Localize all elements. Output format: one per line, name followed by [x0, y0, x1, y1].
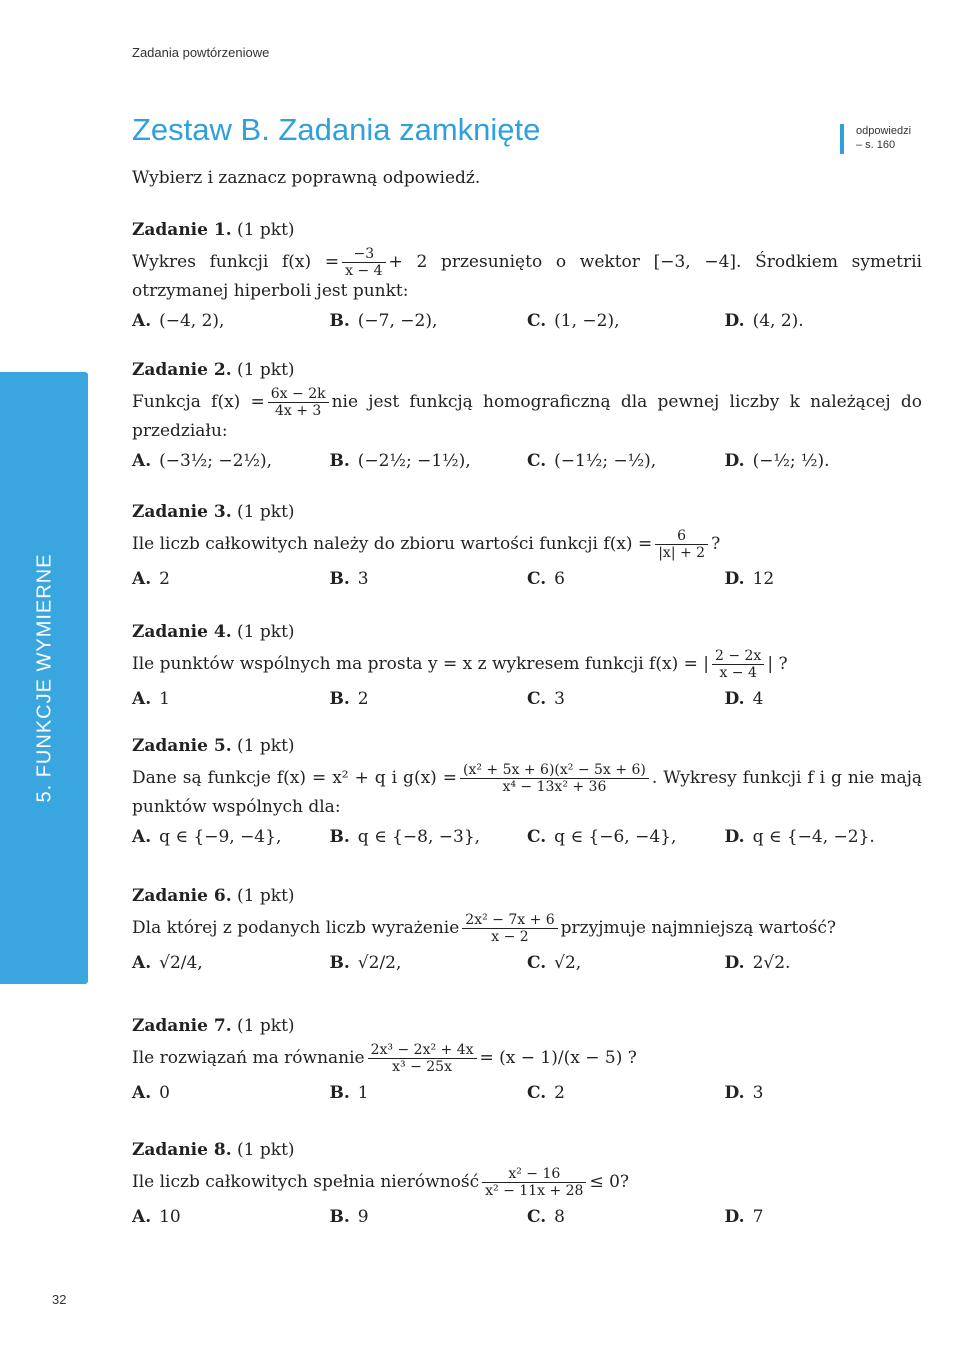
option-letter: D. [724, 953, 745, 973]
answer-option[interactable] [330, 1081, 528, 1105]
option-text: 0 [159, 1083, 170, 1103]
answer-option[interactable] [330, 567, 528, 591]
task-number: Zadanie 4. [132, 622, 232, 642]
question-text-end: przyjmuje najmniejszą wartość? [560, 918, 836, 938]
option-letter: A. [132, 689, 152, 709]
question-text: Ile punktów wspólnych ma prosta y = x z wykresem funkcji f(x) = | [132, 654, 709, 674]
answers-reference-line1: odpowiedzi [856, 125, 912, 137]
option-text: 1 [357, 1083, 369, 1103]
answer-option[interactable] [725, 567, 923, 591]
task-heading [132, 734, 922, 758]
option-text: √2/2, [357, 953, 402, 973]
question-text: Ile liczb całkowitych należy do zbioru wartości funkcji f(x) = [132, 534, 653, 554]
answer-option[interactable] [330, 825, 528, 849]
option-text: 2 [554, 1083, 565, 1103]
task-points: (1 pkt) [237, 622, 295, 642]
option-text: 1 [159, 689, 170, 709]
option-letter: C. [527, 827, 547, 847]
answer-option[interactable] [725, 687, 923, 711]
option-text: (−3½; −2½), [159, 451, 272, 471]
task-question [132, 1166, 922, 1199]
fraction-numerator: 6 [655, 528, 708, 545]
task-number: Zadanie 5. [132, 736, 232, 756]
option-letter: D. [724, 569, 745, 589]
question-text: Dla której z podanych liczb wyrażenie [132, 918, 460, 938]
option-text: q ∈ {−9, −4}, [159, 827, 282, 847]
option-text: (4, 2). [752, 311, 804, 331]
task-heading [132, 358, 922, 382]
option-letter: A. [132, 827, 152, 847]
option-text: (−1½; −½), [554, 451, 657, 471]
option-text: (−2½; −1½), [357, 451, 471, 471]
answer-options [132, 567, 922, 591]
task-question [132, 246, 922, 303]
task-number: Zadanie 8. [132, 1140, 232, 1160]
answer-options [132, 449, 922, 473]
option-text: 2√2. [752, 953, 791, 973]
task-question [132, 1042, 922, 1075]
task-points: (1 pkt) [237, 360, 295, 380]
option-letter: C. [527, 569, 547, 589]
question-text-end: | ? [767, 654, 788, 674]
task-question [132, 386, 922, 443]
option-text: q ∈ {−6, −4}, [554, 827, 677, 847]
task-points: (1 pkt) [237, 886, 295, 906]
task-points: (1 pkt) [237, 736, 295, 756]
question-text-end: nie jest funkcją homograficzną dla pewnej liczby k należącej do przedziału: [132, 392, 922, 441]
question-text-end: = (x − 1)/(x − 5) ? [479, 1048, 637, 1068]
answers-reference-bar [840, 124, 844, 154]
fraction-denominator: x³ − 25x [392, 1059, 452, 1075]
fraction-numerator: (x² + 5x + 6)(x² − 5x + 6) [460, 762, 649, 779]
task-heading [132, 1014, 922, 1038]
answer-option[interactable] [725, 1205, 923, 1229]
fraction-denominator: |x| + 2 [658, 545, 706, 561]
running-header: Zadania powtórzeniowe [132, 45, 270, 60]
answer-option[interactable] [132, 687, 330, 711]
option-text: 2 [357, 689, 369, 709]
question-text-end: . Wykresy funkcji f i g nie mają punktów wspólnych dla: [132, 768, 922, 817]
answer-option[interactable] [527, 1205, 725, 1229]
answer-option[interactable] [527, 825, 725, 849]
option-letter: C. [527, 451, 547, 471]
answer-option[interactable] [330, 1205, 528, 1229]
task-5 [132, 734, 922, 849]
task-6 [132, 884, 922, 975]
answer-option[interactable] [132, 567, 330, 591]
task-heading [132, 884, 922, 908]
option-letter: C. [527, 953, 547, 973]
option-letter: D. [724, 1207, 745, 1227]
option-text: 8 [554, 1207, 565, 1227]
answer-options [132, 1081, 922, 1105]
fraction [368, 1042, 477, 1075]
fraction [462, 912, 557, 945]
option-letter: D. [724, 689, 745, 709]
fraction-numerator: 2x² − 7x + 6 [462, 912, 557, 929]
answer-option[interactable] [330, 951, 528, 975]
task-points: (1 pkt) [237, 1016, 295, 1036]
option-text: 3 [752, 1083, 764, 1103]
option-letter: C. [527, 1083, 547, 1103]
option-text: √2/4, [159, 953, 203, 973]
task-points: (1 pkt) [237, 1140, 295, 1160]
option-letter: A. [132, 1207, 152, 1227]
task-heading [132, 218, 922, 242]
chapter-side-tab-label: 5. FUNKCJE WYMIERNE [33, 553, 56, 803]
option-letter: B. [329, 451, 350, 471]
answer-option[interactable] [132, 1081, 330, 1105]
option-text: √2, [554, 953, 582, 973]
answers-reference-line2: – s. 160 [856, 139, 896, 151]
option-letter: A. [132, 953, 152, 973]
option-text: q ∈ {−4, −2}. [752, 827, 875, 847]
fraction-denominator: x⁴ − 13x² + 36 [502, 779, 607, 795]
fraction [342, 246, 385, 279]
fraction-numerator: 2 − 2x [712, 648, 764, 665]
answer-option[interactable] [527, 309, 725, 333]
option-text: 10 [159, 1207, 181, 1227]
task-1 [132, 218, 922, 333]
instructions: Wybierz i zaznacz poprawną odpowiedź. [132, 168, 481, 188]
option-text: (−½; ½). [752, 451, 830, 471]
option-letter: B. [329, 689, 350, 709]
fraction [268, 386, 329, 419]
task-heading [132, 620, 922, 644]
answer-options [132, 1205, 922, 1229]
page-title: Zestaw B. Zadania zamknięte [132, 112, 541, 147]
answer-option[interactable] [527, 1081, 725, 1105]
task-number: Zadanie 1. [132, 220, 232, 240]
option-letter: B. [329, 311, 350, 331]
answer-option[interactable] [725, 951, 923, 975]
question-text-end: ≤ 0? [589, 1172, 630, 1192]
task-2 [132, 358, 922, 473]
task-heading [132, 500, 922, 524]
task-7 [132, 1014, 922, 1105]
option-text: 4 [752, 689, 764, 709]
page-number: 32 [52, 1292, 67, 1307]
task-number: Zadanie 6. [132, 886, 232, 906]
answer-option[interactable] [527, 449, 725, 473]
fraction-numerator: 2x³ − 2x² + 4x [368, 1042, 477, 1059]
answer-option[interactable] [725, 309, 923, 333]
question-text-end: ? [711, 534, 721, 554]
option-text: 3 [357, 569, 369, 589]
task-number: Zadanie 3. [132, 502, 232, 522]
answers-reference [842, 124, 911, 152]
fraction-numerator: x² − 16 [482, 1166, 586, 1183]
answer-option[interactable] [527, 951, 725, 975]
option-text: 3 [554, 689, 565, 709]
answer-option[interactable] [725, 449, 923, 473]
option-letter: D. [724, 1083, 745, 1103]
task-question [132, 528, 922, 561]
option-text: 9 [357, 1207, 369, 1227]
option-letter: D. [724, 827, 745, 847]
option-letter: A. [132, 451, 152, 471]
task-number: Zadanie 7. [132, 1016, 232, 1036]
option-letter: D. [724, 311, 745, 331]
option-letter: A. [132, 569, 152, 589]
fraction-numerator: −3 [342, 246, 385, 263]
answer-option[interactable] [132, 449, 330, 473]
fraction-denominator: x − 4 [719, 665, 757, 681]
answer-option[interactable] [527, 567, 725, 591]
option-letter: D. [724, 451, 745, 471]
question-text: Wykres funkcji f(x) = [132, 252, 340, 272]
question-text: Ile rozwiązań ma równanie [132, 1048, 365, 1068]
fraction [460, 762, 649, 795]
fraction-denominator: x² − 11x + 28 [485, 1183, 584, 1199]
task-points: (1 pkt) [237, 220, 295, 240]
answer-options [132, 687, 922, 711]
option-text: 12 [752, 569, 775, 589]
question-text: Dane są funkcje f(x) = x² + q i g(x) = [132, 768, 458, 788]
task-question [132, 648, 922, 681]
option-letter: B. [329, 827, 350, 847]
option-letter: B. [329, 1083, 350, 1103]
task-question [132, 762, 922, 819]
answer-option[interactable] [330, 309, 528, 333]
option-letter: B. [329, 569, 350, 589]
option-text: (1, −2), [554, 311, 620, 331]
answer-option[interactable] [330, 687, 528, 711]
option-letter: A. [132, 311, 152, 331]
option-text: 2 [159, 569, 170, 589]
question-text: Funkcja f(x) = [132, 392, 265, 412]
answer-option[interactable] [132, 309, 330, 333]
question-text-end: + 2 przesunięto o wektor [−3, −4]. Środkiem symetrii otrzymanej hiperboli jest punkt: [132, 252, 922, 301]
answer-options [132, 825, 922, 849]
answer-option[interactable] [132, 1205, 330, 1229]
task-8 [132, 1138, 922, 1229]
fraction [482, 1166, 586, 1199]
fraction-numerator: 6x − 2k [268, 386, 329, 403]
answer-options [132, 951, 922, 975]
option-letter: A. [132, 1083, 152, 1103]
option-letter: B. [329, 953, 350, 973]
option-text: 6 [554, 569, 565, 589]
answer-option[interactable] [132, 951, 330, 975]
answer-options [132, 309, 922, 333]
task-question [132, 912, 922, 945]
task-heading [132, 1138, 922, 1162]
fraction-denominator: 4x + 3 [275, 403, 322, 419]
task-number: Zadanie 2. [132, 360, 232, 380]
option-letter: C. [527, 311, 547, 331]
task-points: (1 pkt) [237, 502, 295, 522]
answer-option[interactable] [725, 825, 923, 849]
fraction [655, 528, 708, 561]
option-text: (−4, 2), [159, 311, 225, 331]
option-letter: C. [527, 1207, 547, 1227]
option-text: q ∈ {−8, −3}, [357, 827, 481, 847]
task-4 [132, 620, 922, 711]
option-text: 7 [752, 1207, 764, 1227]
fraction [712, 648, 764, 681]
option-text: (−7, −2), [357, 311, 438, 331]
answer-option[interactable] [527, 687, 725, 711]
question-text: Ile liczb całkowitych spełnia nierówność [132, 1172, 480, 1192]
fraction-denominator: x − 2 [491, 929, 529, 945]
answer-option[interactable] [330, 449, 528, 473]
answer-option[interactable] [725, 1081, 923, 1105]
fraction-denominator: x − 4 [345, 263, 383, 279]
option-letter: B. [329, 1207, 350, 1227]
task-3 [132, 500, 922, 591]
option-letter: C. [527, 689, 547, 709]
answer-option[interactable] [132, 825, 330, 849]
